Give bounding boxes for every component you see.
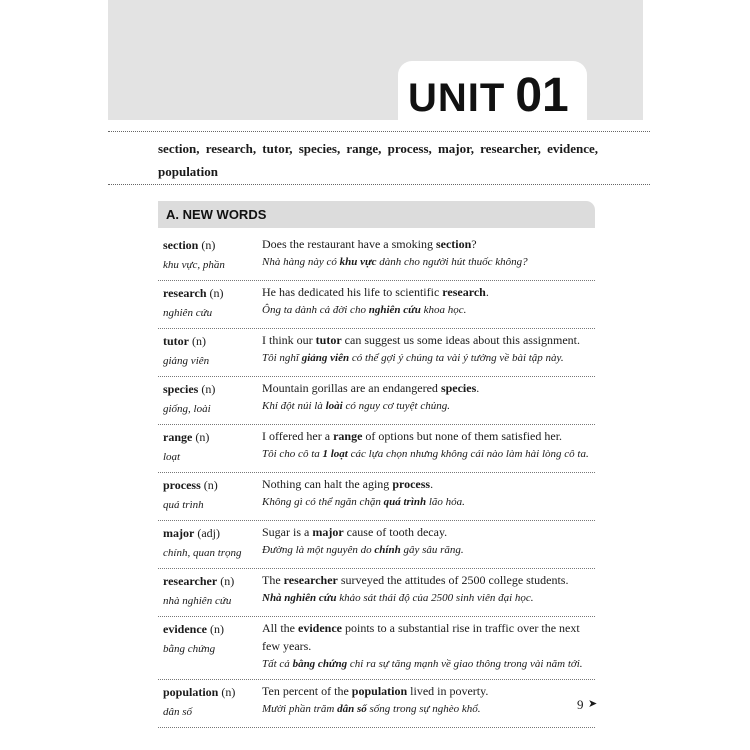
example-cell xyxy=(262,523,595,563)
example-cell xyxy=(262,619,595,674)
example-cell xyxy=(262,475,595,515)
part-of-speech: (n) xyxy=(192,334,206,348)
term: range xyxy=(163,430,193,444)
term: researcher xyxy=(163,574,218,588)
example-translation: Nhà hàng này có khu vực dành cho người hút thuốc không? xyxy=(262,256,528,268)
term-cell xyxy=(158,427,262,467)
example-sentence: He has dedicated his life to scientific research. xyxy=(262,285,489,299)
top-divider xyxy=(108,131,650,132)
term: species xyxy=(163,382,199,396)
term: research xyxy=(163,286,207,300)
example-sentence: I think our tutor can suggest us some ideas about this assignment. xyxy=(262,333,580,347)
vocab-row xyxy=(158,329,595,377)
example-cell xyxy=(262,427,595,467)
vocab-row xyxy=(158,473,595,521)
example-translation: Nhà nghiên cứu khảo sát thái độ của 2500 sinh viên đại học. xyxy=(262,592,534,604)
term-cell xyxy=(158,235,262,275)
example-translation: Tôi cho cô ta 1 loạt các lựa chọn nhưng không cái nào làm hài lòng cô ta. xyxy=(262,448,589,460)
vocab-row xyxy=(158,521,595,569)
example-sentence: Sugar is a major cause of tooth decay. xyxy=(262,525,448,539)
term: section xyxy=(163,238,199,252)
example-sentence: All the evidence points to a substantial rise in traffic over the next few years. xyxy=(262,621,580,653)
term-meaning: giảng viên xyxy=(163,355,210,367)
example-translation: Mười phần trăm dân số sống trong sự nghèo khổ. xyxy=(262,703,481,715)
term: population xyxy=(163,685,219,699)
example-sentence: Does the restaurant have a smoking section? xyxy=(262,237,477,251)
vocabulary-table xyxy=(158,233,598,728)
example-translation: Tất cả bằng chứng chỉ ra sự tăng mạnh về giao thông trong vài năm tới. xyxy=(262,658,583,670)
example-translation: Khỉ đột núi là loài có nguy cơ tuyệt chủng. xyxy=(262,400,450,412)
next-arrow-icon: ➤ xyxy=(588,698,598,710)
vocab-row xyxy=(158,680,598,728)
bottom-divider xyxy=(108,184,650,185)
example-sentence: I offered her a range of options but none of them satisfied her. xyxy=(262,429,563,443)
part-of-speech: (n) xyxy=(221,685,236,699)
vocab-row xyxy=(158,377,595,425)
example-cell xyxy=(262,283,595,323)
vocab-row xyxy=(158,569,595,617)
unit-word: UNIT xyxy=(408,76,506,120)
example-translation: Không gì có thể ngăn chặn quá trình lão hóa. xyxy=(262,496,465,508)
example-cell xyxy=(262,331,595,371)
part-of-speech: (n) xyxy=(195,430,210,444)
section-header xyxy=(158,201,595,228)
term: tutor xyxy=(163,334,189,348)
example-cell xyxy=(262,379,595,419)
example-sentence: Mountain gorillas are an endangered species. xyxy=(262,381,480,395)
term-meaning: khu vực, phần xyxy=(163,259,225,271)
term-meaning: bằng chứng xyxy=(163,643,216,655)
keyword-list: section, research, tutor, species, range, process, major, researcher, evidence, population xyxy=(158,141,598,179)
term-meaning: chính, quan trọng xyxy=(163,547,242,559)
part-of-speech: (n) xyxy=(201,238,216,252)
term-meaning: loạt xyxy=(163,451,181,463)
vocab-row xyxy=(158,617,595,680)
term-meaning: giống, loài xyxy=(163,403,211,415)
example-cell xyxy=(262,571,595,611)
part-of-speech: (n) xyxy=(210,622,224,636)
part-of-speech: (n) xyxy=(209,286,224,300)
term-meaning: quá trình xyxy=(163,499,204,511)
part-of-speech: (n) xyxy=(220,574,235,588)
example-sentence: Ten percent of the population lived in poverty. xyxy=(262,684,489,698)
term-cell xyxy=(158,571,262,611)
vocab-row xyxy=(158,281,595,329)
part-of-speech: (adj) xyxy=(197,526,220,540)
term: process xyxy=(163,478,201,492)
term-cell xyxy=(158,475,262,515)
example-translation: Ông ta dành cả đời cho nghiên cứu khoa học. xyxy=(262,304,467,316)
part-of-speech: (n) xyxy=(201,382,216,396)
example-sentence: The researcher surveyed the attitudes of 2500 college students. xyxy=(262,573,569,587)
term: evidence xyxy=(163,622,207,636)
term-meaning: nhà nghiên cứu xyxy=(163,595,232,607)
example-translation: Đường là một nguyên do chính gây sâu răng. xyxy=(262,544,464,556)
example-cell xyxy=(262,235,595,275)
term-cell xyxy=(158,379,262,419)
section-title: A. NEW WORDS xyxy=(166,207,267,222)
term: major xyxy=(163,526,195,540)
term-cell xyxy=(158,682,262,722)
example-cell xyxy=(262,682,598,722)
term-cell xyxy=(158,523,262,563)
term-cell xyxy=(158,283,262,323)
part-of-speech: (n) xyxy=(203,478,218,492)
vocab-row xyxy=(158,233,595,281)
unit-number: 01 xyxy=(515,69,569,122)
vocab-row xyxy=(158,425,595,473)
page-number: 9 xyxy=(577,697,584,712)
unit-title xyxy=(408,69,569,122)
term-meaning: nghiên cứu xyxy=(163,307,213,319)
term-meaning: dân số xyxy=(163,706,193,718)
example-translation: Tôi nghĩ giảng viên có thể gợi ý chúng ta vài ý tưởng về bài tập này. xyxy=(262,352,564,364)
example-sentence: Nothing can halt the aging process. xyxy=(262,477,434,491)
term-cell xyxy=(158,619,262,674)
term-cell xyxy=(158,331,262,371)
